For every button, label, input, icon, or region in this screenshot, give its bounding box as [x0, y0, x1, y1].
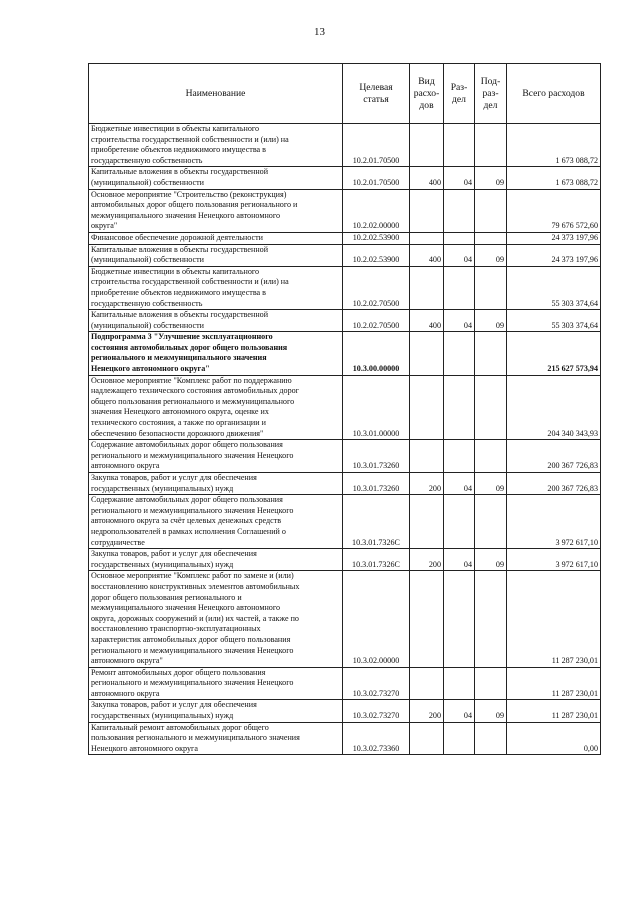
row-name: Основное мероприятие "Строительство (реконструкция) автомобильных дорог общего пользования регионального и межмуниципального значения Ненецкого автономного округа": [89, 189, 343, 232]
row-section: [444, 667, 475, 700]
row-name: Содержание автомобильных дорог общего пользования регионального и межмуниципального значения Ненецкого автономного округа за счёт целевых денежных средств недропользователей в рамках исполнения Соглашений о сотрудничестве: [89, 495, 343, 549]
table-row: [89, 549, 601, 571]
row-expense-type: 400: [410, 167, 444, 189]
row-target-article: 10.2.01.70500: [343, 167, 410, 189]
row-total: 3 972 617,10: [507, 495, 601, 549]
row-subsection: 09: [475, 244, 507, 266]
row-target-article: 10.2.02.00000: [343, 189, 410, 232]
budget-table: [88, 63, 601, 755]
row-section: [444, 332, 475, 375]
header-section: Раз- дел: [444, 64, 475, 124]
row-section: 04: [444, 549, 475, 571]
row-total: 1 673 088,72: [507, 124, 601, 167]
row-expense-type: [410, 375, 444, 440]
row-target-article: 10.3.01.7326С: [343, 549, 410, 571]
table-row: [89, 167, 601, 189]
row-section: [444, 495, 475, 549]
row-total: 215 627 573,94: [507, 332, 601, 375]
row-expense-type: [410, 232, 444, 244]
row-total: 79 676 572,60: [507, 189, 601, 232]
page-number: 13: [314, 26, 325, 38]
row-expense-type: [410, 495, 444, 549]
row-section: [444, 266, 475, 309]
row-expense-type: 200: [410, 549, 444, 571]
row-section: [444, 189, 475, 232]
row-total: 200 367 726,83: [507, 473, 601, 495]
row-subsection: [475, 266, 507, 309]
row-target-article: 10.2.02.70500: [343, 266, 410, 309]
row-target-article: 10.2.02.53900: [343, 232, 410, 244]
row-total: 204 340 343,93: [507, 375, 601, 440]
row-name: Капитальные вложения в объекты государственной (муниципальной) собственности: [89, 310, 343, 332]
row-subsection: [475, 189, 507, 232]
row-target-article: 10.3.02.73270: [343, 667, 410, 700]
table-row: [89, 473, 601, 495]
row-total: 11 287 230,01: [507, 667, 601, 700]
row-subsection: 09: [475, 549, 507, 571]
table-row: [89, 266, 601, 309]
table-row: [89, 571, 601, 667]
row-section: [444, 124, 475, 167]
table-row: [89, 244, 601, 266]
row-target-article: 10.3.02.73360: [343, 722, 410, 755]
row-expense-type: [410, 722, 444, 755]
row-target-article: 10.3.02.73270: [343, 700, 410, 722]
row-name: Содержание автомобильных дорог общего пользования регионального и межмуниципального значения Ненецкого автономного округа: [89, 440, 343, 473]
header-total: Всего расходов: [507, 64, 601, 124]
row-section: [444, 440, 475, 473]
row-name: Бюджетные инвестиции в объекты капитального строительства государственной собственности и (или) на приобретение объектов недвижимого имущества в государственную собственность: [89, 266, 343, 309]
row-section: 04: [444, 700, 475, 722]
row-section: 04: [444, 473, 475, 495]
row-total: 0,00: [507, 722, 601, 755]
row-total: 55 303 374,64: [507, 266, 601, 309]
row-target-article: 10.3.01.73260: [343, 473, 410, 495]
row-subsection: [475, 667, 507, 700]
row-section: [444, 571, 475, 667]
table-row: [89, 124, 601, 167]
row-name: Капитальные вложения в объекты государственной (муниципальной) собственности: [89, 244, 343, 266]
table-row: [89, 700, 601, 722]
row-subsection: 09: [475, 700, 507, 722]
row-total: 24 373 197,96: [507, 244, 601, 266]
row-expense-type: 200: [410, 700, 444, 722]
row-expense-type: [410, 440, 444, 473]
row-total: 3 972 617,10: [507, 549, 601, 571]
row-subsection: [475, 232, 507, 244]
header-expense-type: Вид расхо- дов: [410, 64, 444, 124]
row-target-article: 10.2.02.53900: [343, 244, 410, 266]
row-name: Основное мероприятие "Комплекс работ по поддержанию надлежащего технического состояния автомобильных дорог общего пользования регионального и межмуниципального значения Ненецкого автономного округа, оценке их технического состояния, а также по организации и обеспечению безопасности дорожного движения": [89, 375, 343, 440]
row-section: 04: [444, 310, 475, 332]
row-name: Закупка товаров, работ и услуг для обеспечения государственных (муниципальных) нужд: [89, 700, 343, 722]
row-subsection: 09: [475, 473, 507, 495]
row-name: Основное мероприятие "Комплекс работ по замене и (или) восстановлению конструктивных элементов автомобильных дорог общего пользования регионального и межмуниципального значения Ненецкого автономного округа, дорожных сооружений и (или) их частей, а также по восстановлению транспортно-эксплуатационных характеристик автомобильных дорог общего пользования регионального и межмуниципального значения Ненецкого автономного округа": [89, 571, 343, 667]
row-target-article: 10.3.01.00000: [343, 375, 410, 440]
table-row: [89, 495, 601, 549]
row-total: 24 373 197,96: [507, 232, 601, 244]
row-expense-type: [410, 266, 444, 309]
table-row: [89, 310, 601, 332]
row-subsection: [475, 375, 507, 440]
row-section: 04: [444, 244, 475, 266]
row-expense-type: [410, 667, 444, 700]
row-section: [444, 722, 475, 755]
header-subsection: Под- раз- дел: [475, 64, 507, 124]
row-total: 11 287 230,01: [507, 571, 601, 667]
table-row: [89, 232, 601, 244]
row-expense-type: [410, 189, 444, 232]
table-row: [89, 332, 601, 375]
table-row: [89, 375, 601, 440]
row-subsection: 09: [475, 167, 507, 189]
row-target-article: 10.2.01.70500: [343, 124, 410, 167]
row-expense-type: [410, 332, 444, 375]
row-name: Бюджетные инвестиции в объекты капитального строительства государственной собственности и (или) на приобретение объектов недвижимого имущества в государственную собственность: [89, 124, 343, 167]
row-subsection: [475, 495, 507, 549]
row-total: 200 367 726,83: [507, 440, 601, 473]
row-subsection: [475, 440, 507, 473]
row-target-article: 10.3.00.00000: [343, 332, 410, 375]
row-expense-type: [410, 124, 444, 167]
table-row: [89, 189, 601, 232]
row-target-article: 10.2.02.70500: [343, 310, 410, 332]
row-name: Ремонт автомобильных дорог общего пользования регионального и межмуниципального значения Ненецкого автономного округа: [89, 667, 343, 700]
row-total: 55 303 374,64: [507, 310, 601, 332]
row-subsection: [475, 332, 507, 375]
row-total: 1 673 088,72: [507, 167, 601, 189]
row-section: [444, 232, 475, 244]
row-subsection: 09: [475, 310, 507, 332]
row-subsection: [475, 571, 507, 667]
row-name: Капитальные вложения в объекты государственной (муниципальной) собственности: [89, 167, 343, 189]
row-expense-type: 400: [410, 244, 444, 266]
row-name: Подпрограмма 3 "Улучшение эксплуатационного состояния автомобильных дорог общего пользования регионального и межмуниципального значения Ненецкого автономного округа": [89, 332, 343, 375]
header-target-article: Целевая статья: [343, 64, 410, 124]
table-row: [89, 440, 601, 473]
row-target-article: 10.3.01.73260: [343, 440, 410, 473]
row-expense-type: 200: [410, 473, 444, 495]
row-section: [444, 375, 475, 440]
row-target-article: 10.3.02.00000: [343, 571, 410, 667]
table-row: [89, 667, 601, 700]
row-expense-type: [410, 571, 444, 667]
row-expense-type: 400: [410, 310, 444, 332]
row-subsection: [475, 722, 507, 755]
header-row: [89, 64, 601, 124]
row-subsection: [475, 124, 507, 167]
row-name: Капитальный ремонт автомобильных дорог общего пользования регионального и межмуниципального значения Ненецкого автономного округа: [89, 722, 343, 755]
row-name: Закупка товаров, работ и услуг для обеспечения государственных (муниципальных) нужд: [89, 473, 343, 495]
row-name: Закупка товаров, работ и услуг для обеспечения государственных (муниципальных) нужд: [89, 549, 343, 571]
header-name: Наименование: [89, 64, 343, 124]
row-target-article: 10.3.01.7326С: [343, 495, 410, 549]
table-row: [89, 722, 601, 755]
row-name: Финансовое обеспечение дорожной деятельности: [89, 232, 343, 244]
row-total: 11 287 230,01: [507, 700, 601, 722]
row-section: 04: [444, 167, 475, 189]
